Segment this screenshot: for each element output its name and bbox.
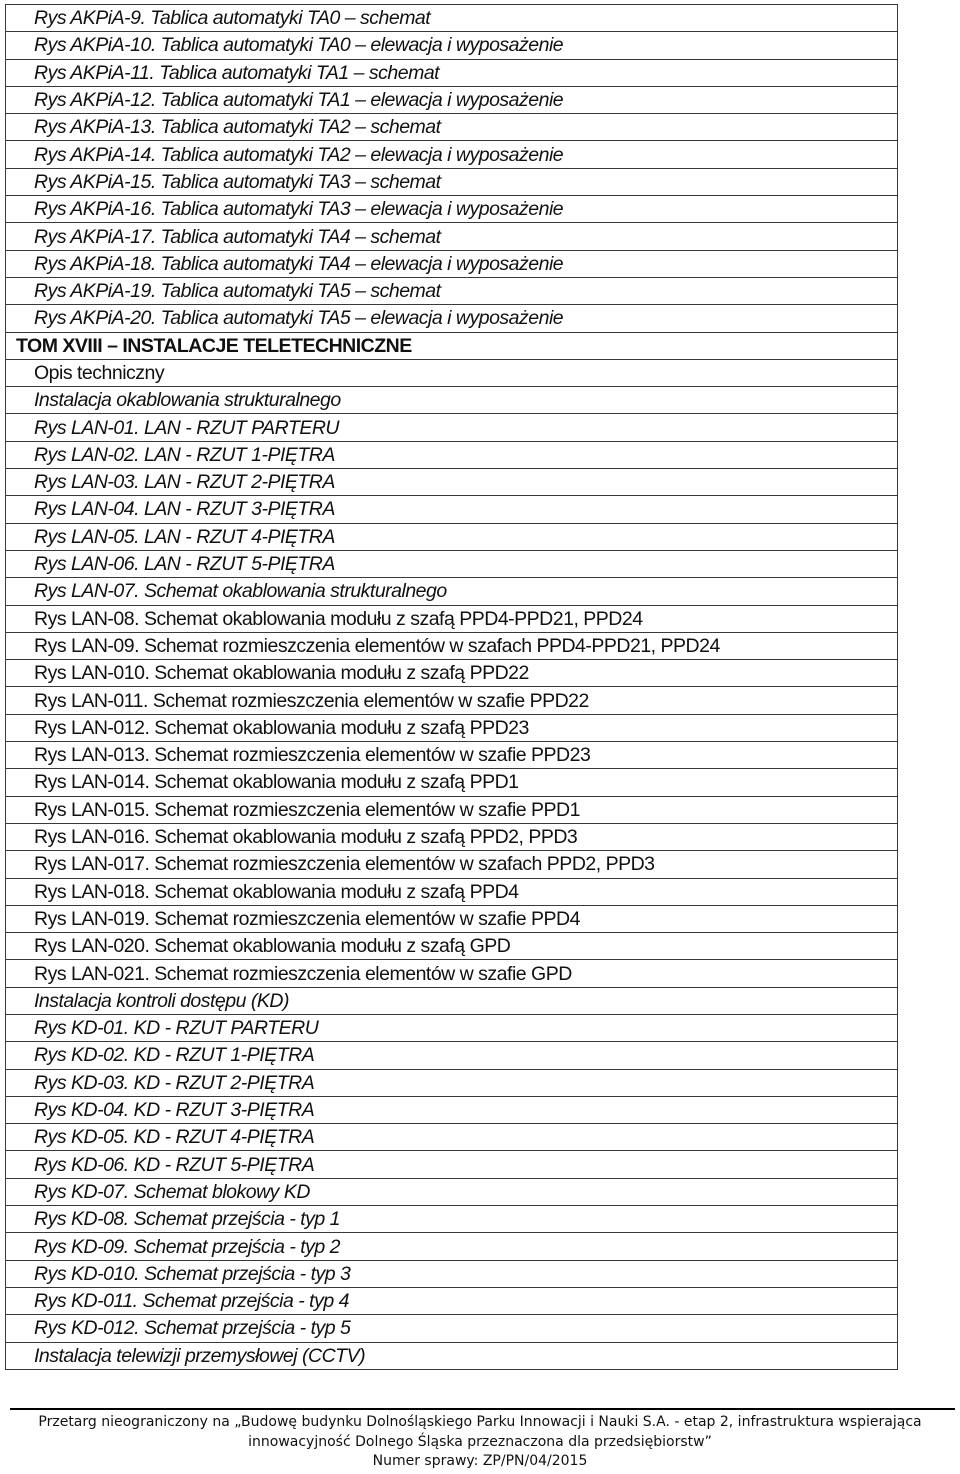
table-row bbox=[6, 196, 898, 223]
page-footer bbox=[0, 1413, 960, 1472]
table-row bbox=[6, 742, 898, 769]
table-row bbox=[6, 114, 898, 141]
list-item: Rys LAN-014. Schemat okablowania modułu z szafą PPD1 bbox=[6, 769, 898, 796]
list-item: Rys KD-01. KD - RZUT PARTERU bbox=[6, 1014, 898, 1041]
table-row bbox=[6, 1342, 898, 1369]
list-item: Rys LAN-021. Schemat rozmieszczenia elementów w szafie GPD bbox=[6, 960, 898, 987]
list-item: Rys AKPiA-10. Tablica automatyki TA0 – elewacja i wyposażenie bbox=[6, 32, 898, 59]
list-item: Rys KD-02. KD - RZUT 1-PIĘTRA bbox=[6, 1042, 898, 1069]
table-row bbox=[6, 86, 898, 113]
table-row bbox=[6, 1069, 898, 1096]
table-row bbox=[6, 1151, 898, 1178]
list-item: Rys AKPiA-20. Tablica automatyki TA5 – elewacja i wyposażenie bbox=[6, 305, 898, 332]
list-item: Rys AKPiA-13. Tablica automatyki TA2 – schemat bbox=[6, 114, 898, 141]
table-row bbox=[6, 1042, 898, 1069]
table-row bbox=[6, 250, 898, 277]
table-row bbox=[6, 851, 898, 878]
list-item: Rys LAN-013. Schemat rozmieszczenia elementów w szafie PPD23 bbox=[6, 742, 898, 769]
list-item: Rys LAN-09. Schemat rozmieszczenia elementów w szafach PPD4-PPD21, PPD24 bbox=[6, 632, 898, 659]
section-heading: TOM XVIII – INSTALACJE TELETECHNICZNE bbox=[6, 332, 898, 359]
list-item: Rys LAN-020. Schemat okablowania modułu z szafą GPD bbox=[6, 933, 898, 960]
table-row bbox=[6, 687, 898, 714]
list-item: Rys KD-07. Schemat blokowy KD bbox=[6, 1178, 898, 1205]
list-item: Rys KD-010. Schemat przejścia - typ 3 bbox=[6, 1260, 898, 1287]
table-row bbox=[6, 332, 898, 359]
list-item: Rys LAN-019. Schemat rozmieszczenia elementów w szafie PPD4 bbox=[6, 905, 898, 932]
drawing-list-body bbox=[6, 5, 898, 1370]
table-row bbox=[6, 605, 898, 632]
list-item: Rys AKPiA-12. Tablica automatyki TA1 – elewacja i wyposażenie bbox=[6, 86, 898, 113]
list-item: Instalacja kontroli dostępu (KD) bbox=[6, 987, 898, 1014]
table-row bbox=[6, 769, 898, 796]
table-row bbox=[6, 223, 898, 250]
list-item: Rys LAN-015. Schemat rozmieszczenia elementów w szafie PPD1 bbox=[6, 796, 898, 823]
table-row bbox=[6, 469, 898, 496]
list-item: Rys AKPiA-9. Tablica automatyki TA0 – schemat bbox=[6, 5, 898, 32]
list-item: Rys LAN-018. Schemat okablowania modułu z szafą PPD4 bbox=[6, 878, 898, 905]
table-row bbox=[6, 387, 898, 414]
table-row bbox=[6, 441, 898, 468]
table-row bbox=[6, 305, 898, 332]
table-row bbox=[6, 1233, 898, 1260]
list-item: Rys LAN-08. Schemat okablowania modułu z szafą PPD4-PPD21, PPD24 bbox=[6, 605, 898, 632]
list-item: Rys LAN-012. Schemat okablowania modułu z szafą PPD23 bbox=[6, 714, 898, 741]
list-item: Rys AKPiA-15. Tablica automatyki TA3 – schemat bbox=[6, 168, 898, 195]
list-item: Instalacja telewizji przemysłowej (CCTV) bbox=[6, 1342, 898, 1369]
list-item: Rys LAN-02. LAN - RZUT 1-PIĘTRA bbox=[6, 441, 898, 468]
table-row bbox=[6, 632, 898, 659]
table-row bbox=[6, 550, 898, 577]
list-item: Rys LAN-017. Schemat rozmieszczenia elementów w szafach PPD2, PPD3 bbox=[6, 851, 898, 878]
list-item: Rys LAN-010. Schemat okablowania modułu z szafą PPD22 bbox=[6, 660, 898, 687]
table-row bbox=[6, 905, 898, 932]
list-item: Rys AKPiA-17. Tablica automatyki TA4 – schemat bbox=[6, 223, 898, 250]
table-row bbox=[6, 523, 898, 550]
list-item: Rys LAN-011. Schemat rozmieszczenia elementów w szafie PPD22 bbox=[6, 687, 898, 714]
list-item: Rys LAN-06. LAN - RZUT 5-PIĘTRA bbox=[6, 550, 898, 577]
list-item: Rys LAN-016. Schemat okablowania modułu z szafą PPD2, PPD3 bbox=[6, 823, 898, 850]
table-row bbox=[6, 5, 898, 32]
table-row bbox=[6, 1096, 898, 1123]
list-item: Rys KD-03. KD - RZUT 2-PIĘTRA bbox=[6, 1069, 898, 1096]
table-row bbox=[6, 1206, 898, 1233]
table-row bbox=[6, 359, 898, 386]
table-row bbox=[6, 414, 898, 441]
list-item: Rys LAN-01. LAN - RZUT PARTERU bbox=[6, 414, 898, 441]
list-item: Rys AKPiA-11. Tablica automatyki TA1 – schemat bbox=[6, 59, 898, 86]
table-row bbox=[6, 1124, 898, 1151]
table-row bbox=[6, 141, 898, 168]
list-item: Rys LAN-04. LAN - RZUT 3-PIĘTRA bbox=[6, 496, 898, 523]
table-row bbox=[6, 1287, 898, 1314]
table-row bbox=[6, 933, 898, 960]
list-item: Rys AKPiA-18. Tablica automatyki TA4 – elewacja i wyposażenie bbox=[6, 250, 898, 277]
list-item: Opis techniczny bbox=[6, 359, 898, 386]
drawing-list-table bbox=[5, 4, 898, 1370]
list-item: Rys LAN-05. LAN - RZUT 4-PIĘTRA bbox=[6, 523, 898, 550]
table-row bbox=[6, 168, 898, 195]
footer-line-2: innowacyjność Dolnego Śląska przeznaczona dla przedsiębiorstw” bbox=[248, 1433, 712, 1450]
table-row bbox=[6, 960, 898, 987]
list-item: Rys KD-012. Schemat przejścia - typ 5 bbox=[6, 1315, 898, 1342]
list-item: Rys KD-04. KD - RZUT 3-PIĘTRA bbox=[6, 1096, 898, 1123]
footer-case-number: Numer sprawy: ZP/PN/04/2015 bbox=[372, 1453, 588, 1469]
table-row bbox=[6, 714, 898, 741]
table-row bbox=[6, 987, 898, 1014]
list-item: Rys KD-05. KD - RZUT 4-PIĘTRA bbox=[6, 1124, 898, 1151]
list-item: Rys KD-08. Schemat przejścia - typ 1 bbox=[6, 1206, 898, 1233]
table-row bbox=[6, 1014, 898, 1041]
table-row bbox=[6, 578, 898, 605]
list-item: Rys LAN-07. Schemat okablowania strukturalnego bbox=[6, 578, 898, 605]
list-item: Rys AKPiA-16. Tablica automatyki TA3 – elewacja i wyposażenie bbox=[6, 196, 898, 223]
table-row bbox=[6, 277, 898, 304]
list-item: Rys KD-09. Schemat przejścia - typ 2 bbox=[6, 1233, 898, 1260]
table-row bbox=[6, 823, 898, 850]
table-row bbox=[6, 1315, 898, 1342]
table-row bbox=[6, 1260, 898, 1287]
table-row bbox=[6, 32, 898, 59]
table-row bbox=[6, 496, 898, 523]
list-item: Rys KD-06. KD - RZUT 5-PIĘTRA bbox=[6, 1151, 898, 1178]
table-row bbox=[6, 878, 898, 905]
list-item: Instalacja okablowania strukturalnego bbox=[6, 387, 898, 414]
table-row bbox=[6, 660, 898, 687]
footer-divider bbox=[10, 1408, 955, 1410]
list-item: Rys KD-011. Schemat przejścia - typ 4 bbox=[6, 1287, 898, 1314]
list-item: Rys LAN-03. LAN - RZUT 2-PIĘTRA bbox=[6, 469, 898, 496]
list-item: Rys AKPiA-19. Tablica automatyki TA5 – schemat bbox=[6, 277, 898, 304]
footer-line-1: Przetarg nieograniczony na „Budowę budynku Dolnośląskiego Parku Innowacji i Nauki S.A. - etap 2, infrastruktura wspierająca bbox=[38, 1414, 922, 1430]
table-row bbox=[6, 59, 898, 86]
table-row bbox=[6, 1178, 898, 1205]
list-item: Rys AKPiA-14. Tablica automatyki TA2 – elewacja i wyposażenie bbox=[6, 141, 898, 168]
table-row bbox=[6, 796, 898, 823]
